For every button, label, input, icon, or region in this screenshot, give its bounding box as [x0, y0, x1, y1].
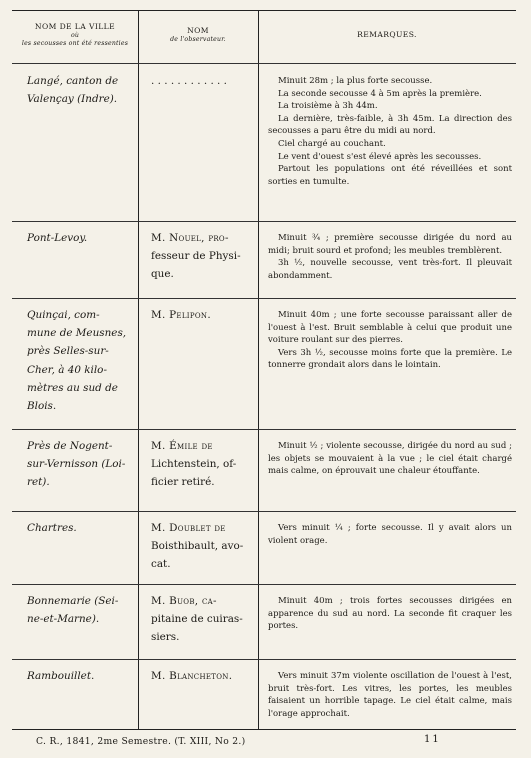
- observer-line: Boisthibault, avo-: [151, 540, 244, 553]
- town-cell: [12, 64, 138, 108]
- observer-cell: [138, 429, 258, 492]
- remark-paragraph: Vers 3h ½, secousse moins forte que la première. Le tonnerre grondait alors dans le lointain.: [268, 347, 512, 371]
- remark-paragraph: Vers minuit ¼ ; forte secousse. Il y avait alors un violent orage.: [268, 523, 512, 546]
- observer-line: M. Nouel, pro-: [151, 232, 229, 244]
- town-cell: [12, 659, 138, 685]
- row-divider: [12, 659, 516, 660]
- journal-citation: C. R., 1841, 2me Semestre. (T. XIII, No 2.): [36, 736, 246, 747]
- observer-line: M. Doublet de: [151, 522, 226, 534]
- table-row: [12, 429, 516, 511]
- remark-paragraph: La seconde secousse 4 à 5m après la première.: [278, 88, 482, 99]
- remark-paragraph: Le vent d'ouest s'est élevé après les secousses.: [278, 151, 482, 162]
- header-town-line1: NOM DE LA VILLE: [34, 22, 116, 31]
- observer-line: que.: [151, 268, 174, 281]
- header-town-line2: où: [70, 31, 80, 39]
- observer-cell: [138, 298, 258, 324]
- town-line: Pont-Levoy.: [27, 232, 88, 244]
- town-line: Rambouillet.: [27, 670, 95, 682]
- remark-paragraph: Minuit 28m ; la plus forte secousse.: [278, 76, 433, 86]
- observer-line: Lichtenstein, of-: [151, 458, 237, 471]
- row-divider: [12, 298, 516, 299]
- town-line: Blois.: [27, 400, 57, 413]
- observer-line: M. Émile de: [151, 440, 213, 452]
- observer-line: M. Buob, ca-: [151, 595, 217, 607]
- town-line: Quinçai, com-: [27, 309, 100, 321]
- earthquake-observations-table: [12, 10, 516, 730]
- observer-line: fesseur de Physi-: [151, 250, 241, 263]
- town-line: ne-et-Marne).: [27, 613, 100, 626]
- town-line: Langé, canton de: [27, 75, 119, 87]
- town-cell: [12, 429, 138, 492]
- remarks-cell: [258, 584, 516, 633]
- header-observer-line2: de l'observateur.: [170, 35, 226, 43]
- row-divider: [12, 584, 516, 585]
- observer-line: M. Pelipon.: [151, 309, 211, 321]
- town-cell: [12, 511, 138, 537]
- header-town-line3: les secousses ont été ressenties: [21, 40, 129, 47]
- table-row: [12, 298, 516, 429]
- observer-line: pitaine de cuiras-: [151, 613, 243, 626]
- table-row: [12, 584, 516, 659]
- observer-cell: [138, 511, 258, 574]
- remark-paragraph: 3h ½, nouvelle secousse, vent très-fort. Il pleuvait abondamment.: [268, 258, 512, 281]
- town-line: Près de Nogent-: [27, 440, 113, 452]
- remark-paragraph: Partout les populations ont été réveillées et sont sorties en tumulte.: [268, 164, 512, 187]
- remarks-cell: [258, 221, 516, 282]
- town-line: ret).: [27, 476, 50, 489]
- table-row: [12, 64, 516, 221]
- town-cell: [12, 221, 138, 247]
- observer-cell: [138, 584, 258, 647]
- observer-line: . . . . . . . . . . . .: [151, 75, 227, 87]
- observer-cell: [138, 659, 258, 685]
- table-row: [12, 221, 516, 298]
- town-line: Cher, à 40 kilo-: [27, 363, 107, 376]
- remark-paragraph: Ciel chargé au couchant.: [278, 138, 386, 149]
- remark-paragraph: Minuit ¾ ; première secousse dirigée du nord au midi; bruit sourd et profond; les meubles tremblèrent.: [268, 233, 512, 256]
- remark-paragraph: Vers minuit 37m violente oscillation de l'ouest à l'est, bruit très-fort. Les vitres, les portes, les meubles faisaient un horrible tapage. Le ciel était calme, mais l'orage approchait.: [268, 671, 512, 719]
- header-observer-line1: NOM: [187, 26, 209, 35]
- remarks-cell: [258, 64, 516, 188]
- observer-line: M. Blancheton.: [151, 670, 233, 682]
- remarks-cell: [258, 298, 516, 372]
- observer-line: cat.: [151, 558, 171, 571]
- town-line: Valençay (Indre).: [27, 93, 118, 106]
- observer-line: siers.: [151, 631, 180, 644]
- town-cell: [12, 584, 138, 628]
- remarks-cell: [258, 511, 516, 547]
- remark-paragraph: La dernière, très-faible, à 3h 45m. La direction des secousses a paru être du midi au nord.: [268, 113, 512, 137]
- remark-paragraph: Minuit 40m ; trois fortes secousses dirigées en apparence du sud au nord. La seconde fit craquer les portes.: [268, 596, 512, 632]
- row-divider: [12, 511, 516, 512]
- header-remarks-label: REMARQUES.: [357, 30, 417, 39]
- remarks-cell: [258, 429, 516, 478]
- observer-cell: [138, 221, 258, 284]
- town-line: mètres au sud de: [27, 381, 118, 394]
- row-divider: [12, 221, 516, 222]
- observer-cell: [138, 64, 258, 90]
- remarks-cell: [258, 659, 516, 720]
- row-divider: [12, 429, 516, 430]
- table-row: [12, 511, 516, 584]
- town-line: sur-Vernisson (Loi-: [27, 458, 126, 471]
- town-line: Bonnemarie (Sei-: [27, 595, 119, 607]
- town-line: mune de Meusnes,: [27, 327, 127, 340]
- remark-paragraph: Minuit 40m ; une forte secousse paraissant aller de l'ouest à l'est. Bruit semblable à celui que produit une voiture roulant sur des pierres.: [268, 310, 512, 346]
- observer-line: ficier retiré.: [151, 476, 215, 489]
- remark-paragraph: La troisième à 3h 44m.: [278, 101, 378, 112]
- page-number: 11: [424, 734, 441, 745]
- town-line: Chartres.: [27, 522, 77, 534]
- town-line: près Selles-sur-: [27, 345, 109, 358]
- remark-paragraph: Minuit ½ ; violente secousse, dirigée du nord au sud ; les objets se mouvaient à la vue ; le ciel était chargé mais calme, on éprouvait une chaleur étouffante.: [268, 441, 512, 477]
- town-cell: [12, 298, 138, 415]
- table-row: [12, 659, 516, 729]
